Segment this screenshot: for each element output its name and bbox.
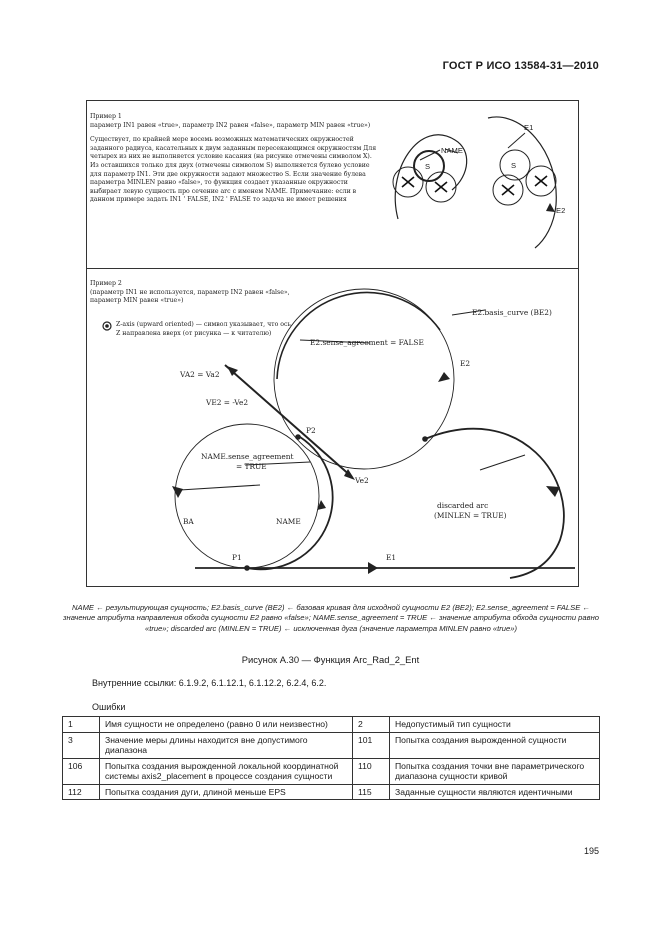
page-number: 195 (583, 846, 599, 856)
example-1-params: параметр IN1 равен «true», параметр IN2 равен «false», параметр MIN равен «true») (90, 121, 371, 129)
internal-references: Внутренние ссылки: 6.1.9.2, 6.1.12.1, 6.1.12.2, 6.2.4, 6.2. (92, 678, 327, 688)
example-2-title: Пример 2 (90, 280, 122, 287)
error-code: 115 (353, 784, 390, 800)
label-e1-ex2: E1 (386, 553, 397, 562)
example-1-body: Существует, по крайней мере восемь возможных математических окружностей заданного радиуса, касательных к двум заданным пересекающимся окружностям Для четырех из них не выполняется условие касания (на рисунке отмечены символом X). Из оставшихся только для двух (отмечены символом S) выполняется булево условие для параметр IN1. Эти две окружности задают множество S. Если значение булева параметра MINLEN равно «false», то функция создает указанные окружности выбирает левую сущность про сечение arc с именем NAME. Примечание: если в данном примере задать IN1 ' FALSE, IN2 ' FALSE то задача не имеет решения (90, 136, 377, 204)
label-name-ex2: NAME (276, 517, 301, 526)
error-code: 3 (63, 732, 100, 758)
table-row (63, 732, 600, 758)
error-text: Попытка создания вырожденной локальной координатной системы axis2_placement в процессе создания сущности (100, 758, 353, 784)
label-name-ex1: NAME (441, 146, 463, 155)
error-code: 2 (353, 717, 390, 733)
error-code: 101 (353, 732, 390, 758)
label-ba: BA (183, 517, 194, 526)
errors-table (62, 716, 600, 800)
figure-legend: NAME ← результирующая сущность; E2.basis_curve (BE2) ← базовая кривая для исходной сущности E2 (BE2); E2.sense_agreement = FALSE ← значение атрибута направления обхода сущности E2 равно «false»; NAME.sense_agreement = TRUE ← значение атрибута обхода сущности равно «true»; discarded arc (MINLEN = TRUE) ← исключенная дуга (значение параметра MINLEN равно «true») (62, 603, 599, 633)
label-s-left: S (425, 162, 431, 171)
label-p1: P1 (232, 553, 242, 562)
label-e2-ex1: E2 (556, 206, 566, 215)
example-1-title: Пример 1 (90, 113, 122, 120)
error-code: 1 (63, 717, 100, 733)
error-text: Попытка создания дуги, длиной меньше EPS (100, 784, 353, 800)
label-e2-basis: E2.basis_curve (BE2) (472, 308, 552, 317)
table-row (63, 784, 600, 800)
label-e2-sense: E2.sense_agreement = FALSE (310, 338, 424, 347)
error-text: Попытка создания вырожденной сущности (390, 732, 600, 758)
document-header: ГОСТ Р ИСО 13584-31—2010 (442, 60, 599, 72)
table-row (63, 758, 600, 784)
error-text: Значение меры длины находится вне допустимого диапазона (100, 732, 353, 758)
arc-e2-right (488, 117, 556, 248)
label-name-sense-1: NAME.sense_agreement (201, 452, 294, 461)
z-axis-note-text: Z-axis (upward oriented) — символ указывает, что ось Z направлена вверх (от рисунка — к читателю) (116, 321, 291, 337)
label-ve2-neg: VE2 = -Ve2 (206, 398, 249, 407)
label-s-right: S (511, 161, 517, 170)
label-va2: VA2 = Va2 (180, 370, 220, 379)
label-p2: P2 (306, 426, 316, 435)
label-e1-ex1: E1 (524, 123, 534, 132)
label-discarded-1: discarded arc (437, 501, 489, 510)
error-code: 112 (63, 784, 100, 800)
example-2-params: (параметр IN1 не используется, параметр IN2 равен «false», параметр MIN равен «true») (90, 288, 290, 305)
label-name-sense-2: = TRUE (236, 462, 267, 471)
error-text: Заданные сущности являются идентичными (390, 784, 600, 800)
label-ve2: Ve2 (355, 476, 369, 485)
circle-ba (175, 424, 319, 568)
label-discarded-2: (MINLEN = TRUE) (434, 511, 507, 520)
errors-title: Ошибки (92, 702, 126, 712)
figure-caption: Рисунок А.30 — Функция Arc_Rad_2_Ent (241, 654, 420, 665)
error-text: Имя сущности не определено (равно 0 или неизвестно) (100, 717, 353, 733)
error-code: 106 (63, 758, 100, 784)
error-code: 110 (353, 758, 390, 784)
label-e2-ex2: E2 (460, 359, 471, 368)
error-text: Недопустимый тип сущности (390, 717, 600, 733)
table-row (63, 717, 600, 733)
error-text: Попытка создания точки вне параметрического диапазона сущности кривой (390, 758, 600, 784)
